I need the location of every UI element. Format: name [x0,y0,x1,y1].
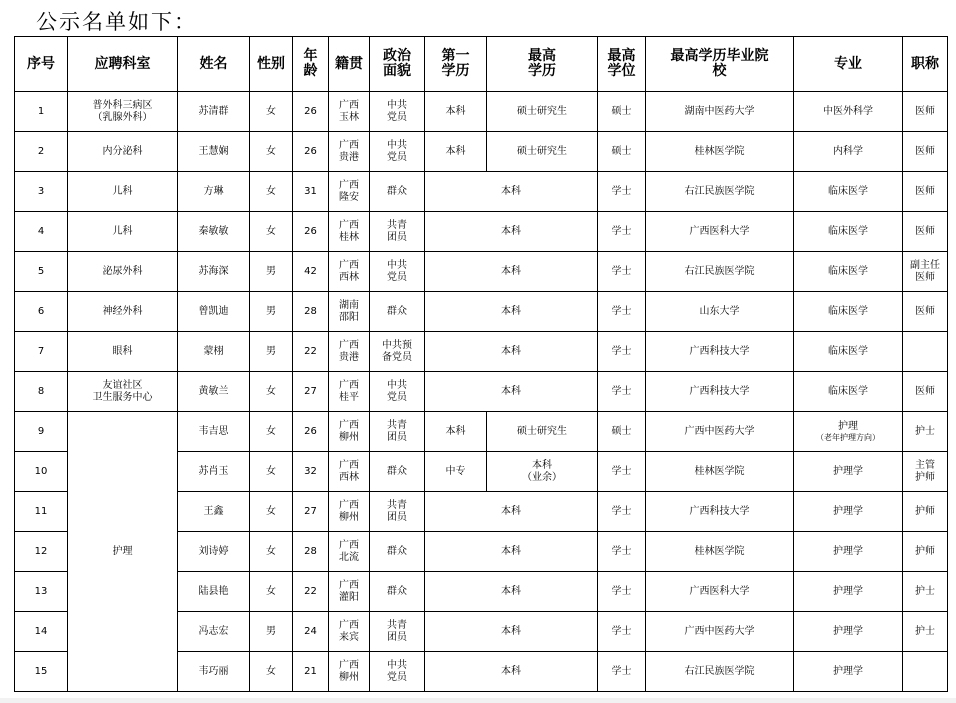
cell-education: 本科 [425,292,598,332]
cell-education: 本科 [425,532,598,572]
cell-degree: 学士 [598,372,646,412]
cell-age: 22 [293,572,329,612]
cell-name: 王慧娴 [178,132,250,172]
cell-name: 苏海深 [178,252,250,292]
cell-no: 7 [15,332,68,372]
header-row [15,37,948,92]
cell-dept: 神经外科 [68,292,178,332]
cell-title [903,332,948,372]
cell-degree: 学士 [598,532,646,572]
cell-name: 王鑫 [178,492,250,532]
cell-school: 桂林医学院 [646,132,794,172]
cell-politics: 中共 党员 [370,372,425,412]
cell-politics: 共青 团员 [370,612,425,652]
cell-dept: 儿科 [68,212,178,252]
cell-school: 广西科技大学 [646,492,794,532]
cell-degree: 学士 [598,172,646,212]
table-row [15,372,948,412]
cell-school: 桂林医学院 [646,532,794,572]
cell-major: 中医外科学 [794,92,903,132]
cell-origin: 广西 来宾 [329,612,370,652]
cell-degree: 硕士 [598,412,646,452]
cell-name: 秦敏敏 [178,212,250,252]
cell-no: 6 [15,292,68,332]
cell-school: 右江民族医学院 [646,172,794,212]
page-title: 公示名单如下： [36,10,197,34]
cell-top-edu: 硕士研究生 [487,92,598,132]
cell-politics: 中共 党员 [370,132,425,172]
cell-origin: 广西 隆安 [329,172,370,212]
header-school: 最高学历毕业院 校 [646,37,794,92]
cell-age: 28 [293,292,329,332]
cell-major: 临床医学 [794,372,903,412]
cell-school: 广西医科大学 [646,572,794,612]
cell-dept-nursing: 护理 [68,412,178,692]
cell-origin: 广西 贵港 [329,132,370,172]
cell-gender: 男 [250,612,293,652]
cell-no: 11 [15,492,68,532]
header-top-degree: 最高 学位 [598,37,646,92]
cell-degree: 学士 [598,652,646,692]
cell-age: 21 [293,652,329,692]
cell-top-edu: 硕士研究生 [487,132,598,172]
cell-no: 13 [15,572,68,612]
table-row [15,412,948,452]
cell-major: 临床医学 [794,332,903,372]
cell-gender: 女 [250,172,293,212]
cell-origin: 广西 柳州 [329,412,370,452]
cell-top-edu: 本科 （业余） [487,452,598,492]
cell-age: 27 [293,492,329,532]
cell-first-edu: 本科 [425,92,487,132]
cell-education: 本科 [425,492,598,532]
bottom-edge [0,698,956,703]
cell-dept: 友谊社区 卫生服务中心 [68,372,178,412]
table-row [15,292,948,332]
cell-politics: 共青 团员 [370,212,425,252]
cell-school: 湖南中医药大学 [646,92,794,132]
cell-no: 12 [15,532,68,572]
cell-gender: 女 [250,132,293,172]
header-dept: 应聘科室 [68,37,178,92]
cell-degree: 学士 [598,492,646,532]
cell-education: 本科 [425,652,598,692]
table-row [15,132,948,172]
cell-gender: 女 [250,412,293,452]
cell-name: 方琳 [178,172,250,212]
cell-major: 临床医学 [794,172,903,212]
cell-origin: 广西 灌阳 [329,572,370,612]
cell-name: 黄敏兰 [178,372,250,412]
cell-education: 本科 [425,332,598,372]
cell-school: 广西科技大学 [646,332,794,372]
cell-name: 刘诗婷 [178,532,250,572]
table-row [15,172,948,212]
cell-title: 护士 [903,572,948,612]
cell-major [794,412,903,452]
cell-politics: 群众 [370,572,425,612]
cell-title: 医师 [903,292,948,332]
cell-top-edu: 硕士研究生 [487,412,598,452]
cell-politics: 中共 党员 [370,92,425,132]
cell-degree: 学士 [598,612,646,652]
cell-gender: 女 [250,92,293,132]
cell-gender: 男 [250,332,293,372]
cell-origin: 广西 柳州 [329,492,370,532]
table-body [15,92,948,692]
table-row [15,252,948,292]
cell-politics: 群众 [370,452,425,492]
cell-origin: 广西 贵港 [329,332,370,372]
header-top-edu: 最高 学历 [487,37,598,92]
cell-first-edu: 本科 [425,412,487,452]
cell-name: 韦吉思 [178,412,250,452]
cell-major: 内科学 [794,132,903,172]
cell-gender: 女 [250,492,293,532]
cell-age: 42 [293,252,329,292]
cell-dept: 内分泌科 [68,132,178,172]
cell-school: 山东大学 [646,292,794,332]
cell-age: 26 [293,132,329,172]
cell-major: 护理学 [794,452,903,492]
cell-politics: 中共 党员 [370,252,425,292]
cell-gender: 女 [250,212,293,252]
cell-gender: 女 [250,532,293,572]
cell-degree: 硕士 [598,92,646,132]
cell-origin: 广西 西林 [329,452,370,492]
header-politics: 政治 面貌 [370,37,425,92]
cell-education: 本科 [425,372,598,412]
cell-politics: 群众 [370,172,425,212]
cell-gender: 男 [250,252,293,292]
header-name: 姓名 [178,37,250,92]
major-text: 护理 [838,420,858,432]
cell-origin: 广西 柳州 [329,652,370,692]
cell-gender: 女 [250,452,293,492]
cell-title: 医师 [903,372,948,412]
cell-school: 广西医科大学 [646,212,794,252]
cell-age: 27 [293,372,329,412]
cell-major: 护理学 [794,572,903,612]
cell-politics: 群众 [370,292,425,332]
cell-major: 临床医学 [794,292,903,332]
cell-degree: 学士 [598,252,646,292]
table-row [15,212,948,252]
table-row [15,92,948,132]
cell-politics: 共青 团员 [370,492,425,532]
cell-title: 护士 [903,412,948,452]
table-row [15,332,948,372]
header-no: 序号 [15,37,68,92]
cell-degree: 学士 [598,572,646,612]
cell-gender: 男 [250,292,293,332]
cell-education: 本科 [425,172,598,212]
cell-name: 曾凯迪 [178,292,250,332]
cell-age: 28 [293,532,329,572]
cell-first-edu: 本科 [425,132,487,172]
cell-origin: 广西 北流 [329,532,370,572]
cell-school: 桂林医学院 [646,452,794,492]
cell-name: 苏肖玉 [178,452,250,492]
cell-no: 2 [15,132,68,172]
cell-first-edu: 中专 [425,452,487,492]
cell-school: 广西科技大学 [646,372,794,412]
cell-dept: 眼科 [68,332,178,372]
cell-no: 1 [15,92,68,132]
cell-origin: 广西 玉林 [329,92,370,132]
cell-origin: 广西 西林 [329,252,370,292]
cell-age: 24 [293,612,329,652]
cell-name: 冯志宏 [178,612,250,652]
cell-major: 临床医学 [794,212,903,252]
cell-title: 护师 [903,532,948,572]
cell-school: 右江民族医学院 [646,252,794,292]
cell-major: 护理学 [794,612,903,652]
cell-origin: 湖南 邵阳 [329,292,370,332]
cell-age: 31 [293,172,329,212]
cell-degree: 学士 [598,292,646,332]
cell-name: 苏清群 [178,92,250,132]
cell-origin: 广西 桂林 [329,212,370,252]
cell-politics: 中共预 备党员 [370,332,425,372]
header-origin: 籍贯 [329,37,370,92]
cell-age: 26 [293,92,329,132]
cell-education: 本科 [425,612,598,652]
cell-gender: 女 [250,652,293,692]
cell-origin: 广西 桂平 [329,372,370,412]
cell-politics: 共青 团员 [370,412,425,452]
cell-age: 26 [293,412,329,452]
cell-school: 广西中医药大学 [646,612,794,652]
header-first-edu: 第一 学历 [425,37,487,92]
cell-school: 右江民族医学院 [646,652,794,692]
cell-no: 4 [15,212,68,252]
cell-no: 8 [15,372,68,412]
major-note: （老年护理方向） [816,432,880,442]
cell-degree: 硕士 [598,132,646,172]
header-major: 专业 [794,37,903,92]
cell-title: 护士 [903,612,948,652]
cell-politics: 群众 [370,532,425,572]
cell-no: 5 [15,252,68,292]
cell-name: 韦巧丽 [178,652,250,692]
cell-no: 3 [15,172,68,212]
cell-no: 14 [15,612,68,652]
cell-dept: 普外科三病区 （乳腺外科） [68,92,178,132]
cell-age: 26 [293,212,329,252]
header-title: 职称 [903,37,948,92]
cell-education: 本科 [425,212,598,252]
cell-no: 9 [15,412,68,452]
cell-age: 22 [293,332,329,372]
cell-title: 医师 [903,172,948,212]
cell-gender: 女 [250,572,293,612]
cell-name: 蒙栩 [178,332,250,372]
header-age: 年 龄 [293,37,329,92]
header-gender: 性别 [250,37,293,92]
cell-no: 15 [15,652,68,692]
cell-title: 医师 [903,92,948,132]
cell-school: 广西中医药大学 [646,412,794,452]
cell-degree: 学士 [598,212,646,252]
cell-age: 32 [293,452,329,492]
candidate-table [14,36,948,692]
cell-degree: 学士 [598,332,646,372]
cell-dept: 儿科 [68,172,178,212]
cell-education: 本科 [425,252,598,292]
cell-gender: 女 [250,372,293,412]
cell-title [903,652,948,692]
cell-major: 护理学 [794,532,903,572]
cell-name: 陆县艳 [178,572,250,612]
cell-politics: 中共 党员 [370,652,425,692]
cell-title: 副主任 医师 [903,252,948,292]
cell-major: 护理学 [794,492,903,532]
cell-major: 护理学 [794,652,903,692]
cell-degree: 学士 [598,452,646,492]
cell-title: 护师 [903,492,948,532]
cell-no: 10 [15,452,68,492]
cell-dept: 泌尿外科 [68,252,178,292]
cell-major: 临床医学 [794,252,903,292]
cell-title: 医师 [903,132,948,172]
cell-education: 本科 [425,572,598,612]
cell-title: 主管 护师 [903,452,948,492]
cell-title: 医师 [903,212,948,252]
